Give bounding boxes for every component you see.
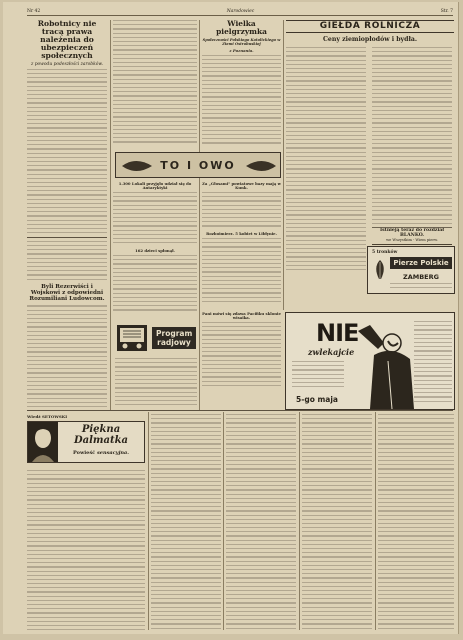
mid-item-3: 162 dzieci spłonął. [135, 247, 175, 253]
header-issue: Nr 42 [27, 9, 41, 14]
dalmatka-ad-small: Wiedź SETOWSKI [27, 414, 68, 419]
col1-section-title: Byli Rezerwiści i Wojskowi z odpowiedni Rozumiliani Ludowcom. [29, 283, 105, 302]
nie-zwlekajcie-ad [285, 312, 455, 410]
col1-body-text [27, 69, 107, 234]
feather-ad-brand: Pierze Polskie [390, 257, 452, 269]
market-prices-left [286, 47, 366, 267]
header-paper: Narodowiec [226, 9, 255, 14]
radio-program-section [115, 320, 197, 408]
column-3-mid [202, 182, 281, 410]
bottom-column-1 [27, 470, 145, 630]
header-page: Str. 7 [440, 9, 453, 14]
col1-headline: Robotnicy nie tracą prawa należenia do ubezpieczeń społecznych [37, 20, 97, 60]
market-subtitle: Ceny ziemiopłodów i bydła. [323, 36, 417, 44]
nie-ad-text [292, 361, 344, 391]
col2-body-text [113, 20, 197, 148]
dalmatka-line-1: Powieść [72, 450, 96, 456]
market-prices-right [372, 47, 452, 225]
dalmatka-brand-1: Piękna [81, 424, 121, 435]
pilgrimage-label: z Poznania. [229, 47, 254, 53]
woman-portrait-icon [28, 422, 58, 462]
mid-item-2: Za „Głosami" powiatowe bazy mają w Kunk. [202, 182, 281, 190]
bottom-column-5 [378, 414, 454, 630]
radio-label-bottom: radjowy [157, 338, 191, 347]
feather-ad-top: 5 tronków [372, 250, 398, 255]
bottom-column-3 [226, 414, 296, 630]
mid-item-1: 1.300 Lokali przyjęło udział się do Antaryktyki [118, 182, 192, 190]
radio-icon [115, 321, 149, 355]
feather-ad [367, 246, 455, 294]
column-3-top [202, 20, 281, 150]
column-2-top [113, 20, 197, 150]
mid-item-4: Rozboimierz. 5 kobiet w Liłdynie. [206, 230, 277, 236]
nie-ad-big: NIE [316, 319, 359, 347]
pilgrimage-body-text [202, 55, 281, 150]
dalmatka-line-2: sensacyjna. [96, 450, 130, 456]
newspaper-page [3, 2, 459, 634]
col1-subhead: z powodu podeszłości zarobków. [30, 61, 104, 67]
mid-item-5: Pani mówi się zdawa Pacifiku sklonie wisaika. [202, 310, 281, 320]
to-i-owo-title: TO I OWO [160, 159, 236, 172]
feather-ad-name: ZAMBERG [403, 273, 439, 281]
nie-ad-right-text [414, 321, 452, 407]
col1-body-text-3 [27, 305, 107, 408]
dalmatka-brand-2: Dalmatka [73, 435, 129, 446]
bottom-column-4 [302, 414, 372, 630]
to-i-owo-banner [115, 152, 281, 178]
nie-ad-sub: zwlekajcie [308, 347, 355, 357]
column-1 [27, 20, 107, 408]
radio-label-top: Program [156, 329, 193, 338]
man-pointing-illustration [354, 315, 416, 409]
market-notice: Istnieją teraz do rozdział BLANKO. we Wszystkim - Wiem pierw. [372, 227, 452, 245]
feather-icon [372, 259, 388, 281]
nie-ad-date: 5-go maja [296, 395, 338, 404]
column-2-mid [113, 182, 197, 317]
col1-body-text-2 [27, 241, 107, 281]
market-title: GIEŁDA ROLNICZA [319, 21, 421, 31]
pilgrimage-subhead: Społeczności Polskiego Katolickiego w Ziemi Ostrobuskiej [202, 37, 281, 46]
bottom-column-2 [151, 414, 221, 630]
pilgrimage-headline: Wielka pielgrzymka [216, 20, 267, 36]
page-header [27, 8, 453, 16]
dalmatka-ad [27, 414, 145, 466]
